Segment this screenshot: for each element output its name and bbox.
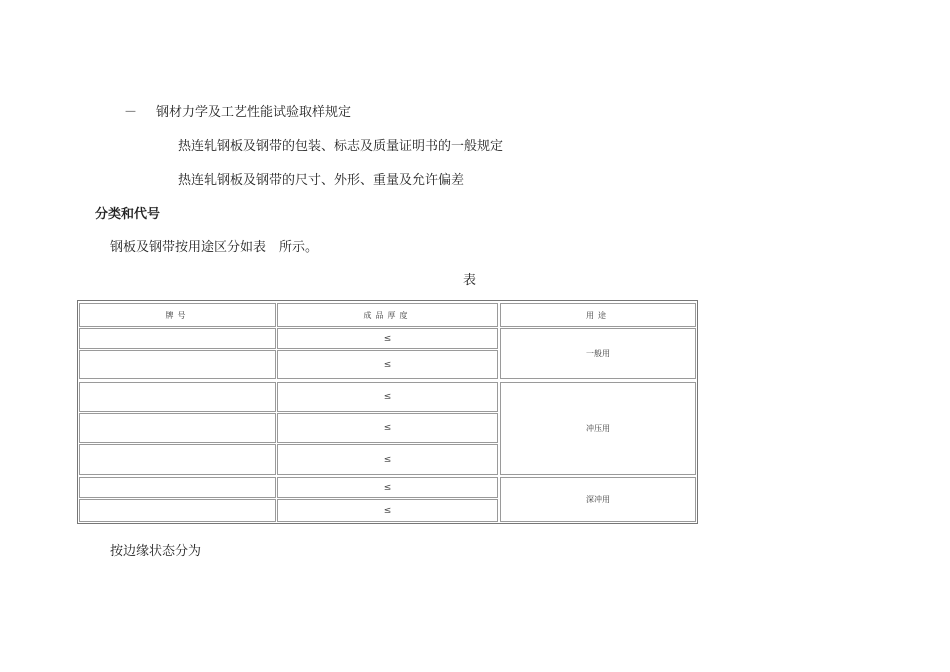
thickness-cell: ≤ xyxy=(277,499,498,522)
use-general: 一般用 xyxy=(500,328,696,379)
grade-cell xyxy=(79,350,276,379)
grade-cell xyxy=(79,382,276,412)
grade-cell xyxy=(79,477,276,498)
intro-text: 钢板及钢带按用途区分如表 所示。 xyxy=(110,240,319,255)
thickness-cell: ≤ xyxy=(277,382,498,412)
use-stamping: 冲压用 xyxy=(500,382,696,475)
thickness-cell: ≤ xyxy=(277,413,498,443)
thickness-cell: ≤ xyxy=(277,444,498,475)
reference-line-2: 热连轧钢板及钢带的包装、标志及质量证明书的一般规定 xyxy=(178,139,504,154)
grade-cell xyxy=(79,444,276,475)
grade-cell xyxy=(79,499,276,522)
edge-condition-text: 按边缘状态分为 xyxy=(110,544,202,559)
header-thickness: 成品厚度 xyxy=(277,303,498,327)
thickness-cell: ≤ xyxy=(277,350,498,379)
reference-line-1: 钢材力学及工艺性能试验取样规定 xyxy=(156,105,352,120)
grade-cell xyxy=(79,413,276,443)
header-grade: 牌号 xyxy=(79,303,276,327)
thickness-cell: ≤ xyxy=(277,328,498,349)
section-heading: 分类和代号 xyxy=(95,207,161,222)
table-caption: 表 xyxy=(463,273,477,288)
reference-line-3: 热连轧钢板及钢带的尺寸、外形、重量及允许偏差 xyxy=(178,173,465,188)
reference-dash: － xyxy=(124,105,138,120)
use-deep-drawing: 深冲用 xyxy=(500,477,696,522)
grade-cell xyxy=(79,328,276,349)
thickness-cell: ≤ xyxy=(277,477,498,498)
usage-table xyxy=(77,300,698,524)
header-use: 用途 xyxy=(500,303,696,327)
